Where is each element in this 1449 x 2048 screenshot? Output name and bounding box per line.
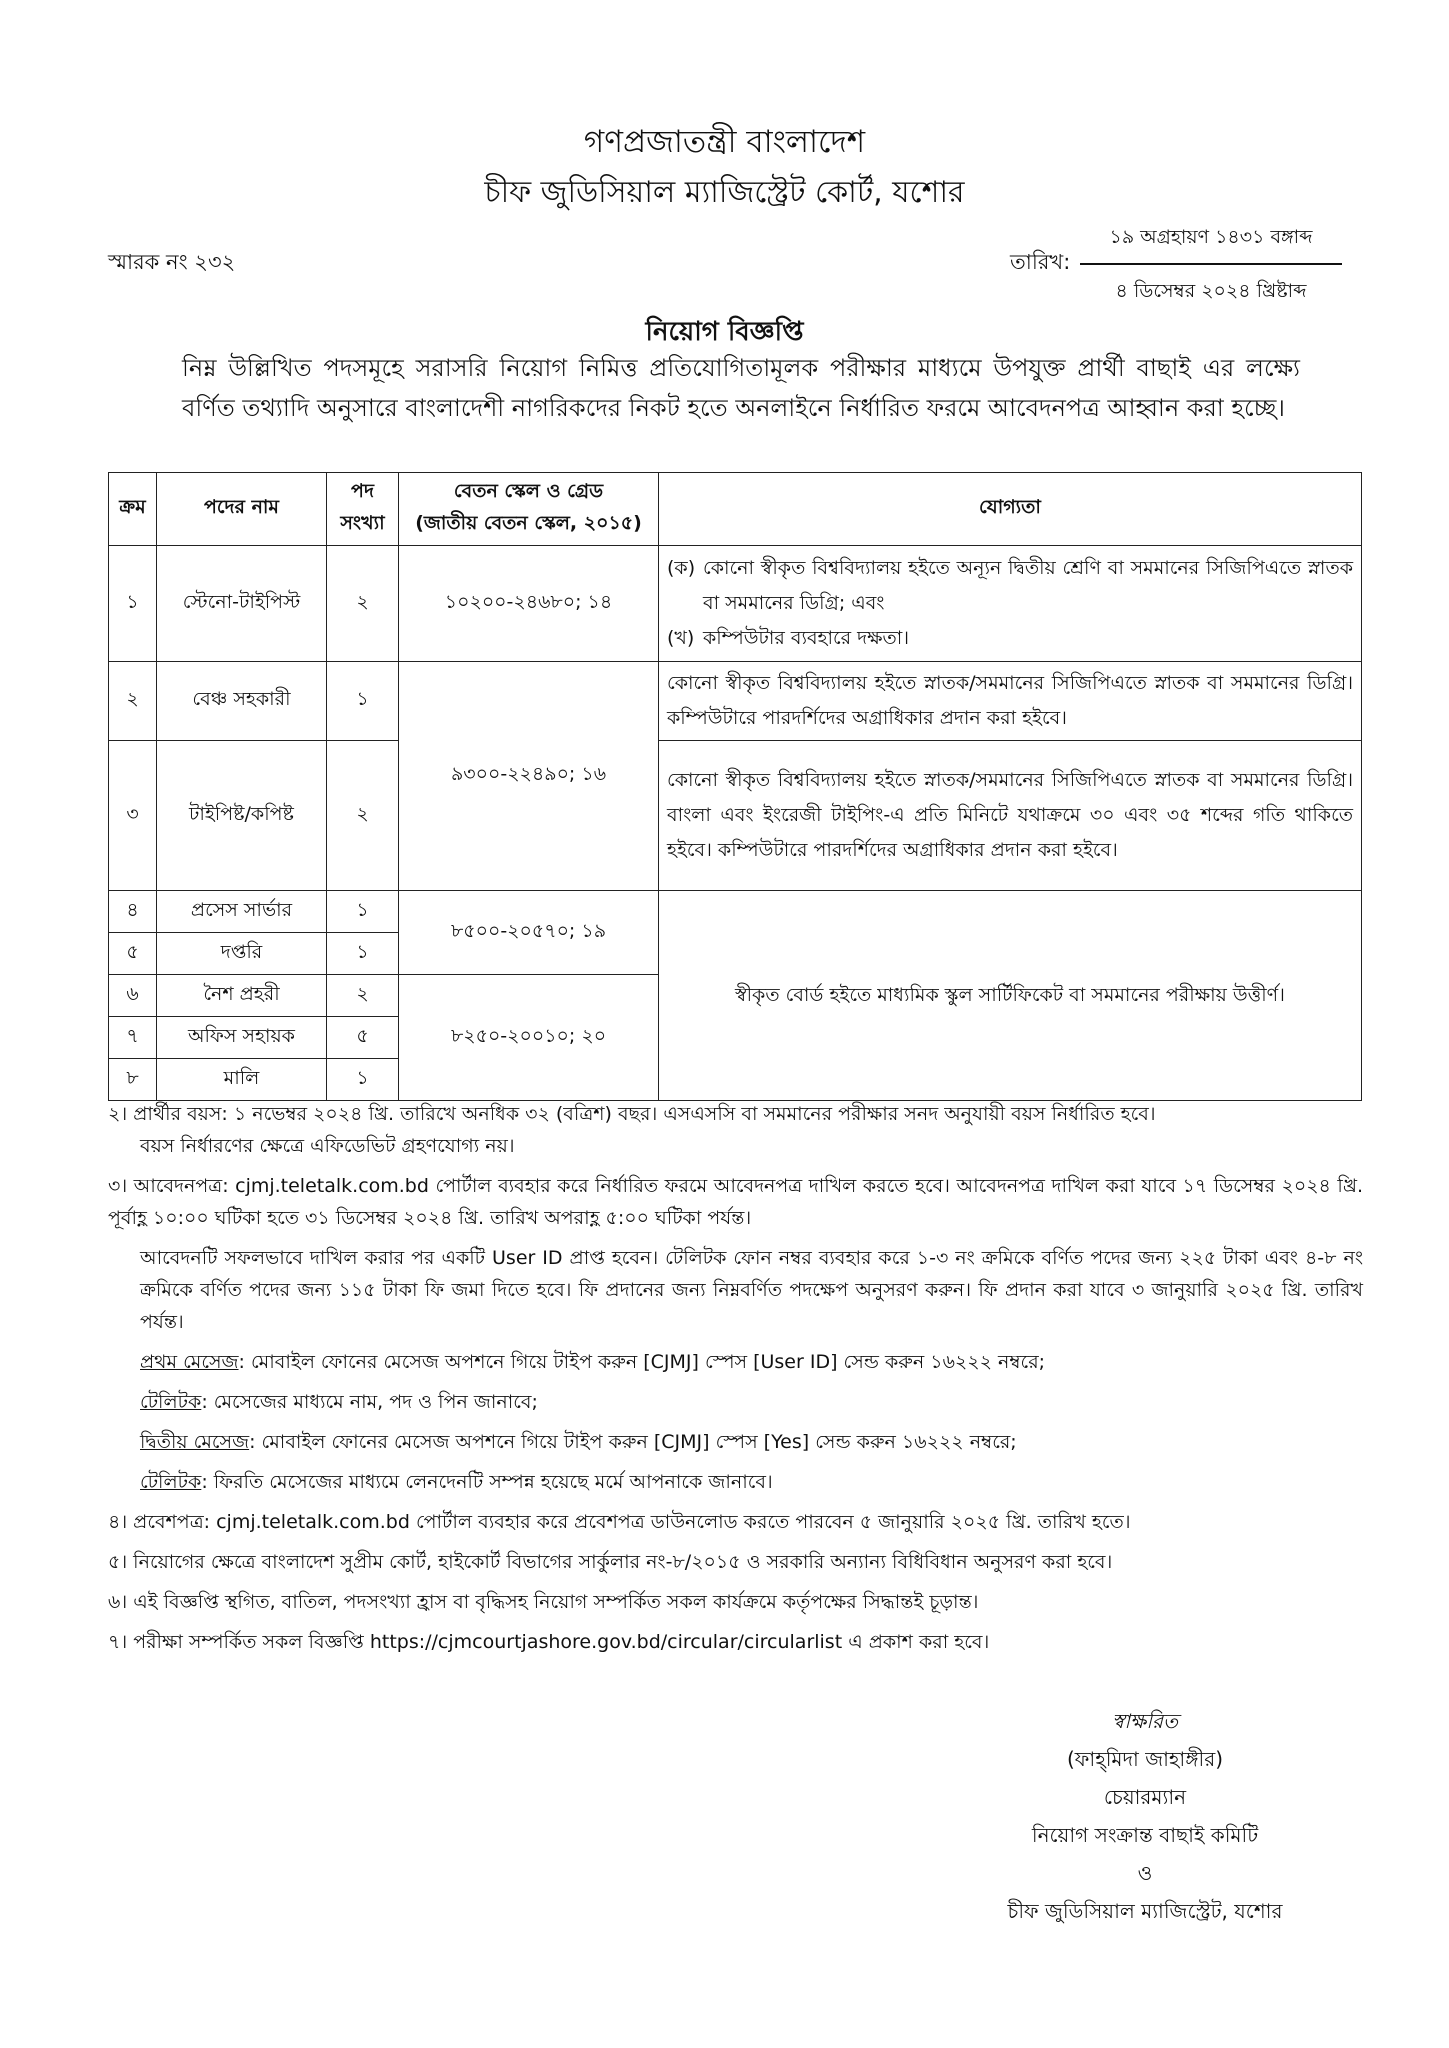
cell-count: ২ [327, 741, 399, 891]
cell-scale: ৮২৫০-২০০১০; ২০ [399, 975, 659, 1101]
cell-qualification: স্বীকৃত বোর্ড হইতে মাধ্যমিক স্কুল সার্টিফিকেট বা সমমানের পরীক্ষায় উত্তীর্ণ। [659, 891, 1362, 1101]
header-court: চীফ জুডিসিয়াল ম্যাজিস্ট্রেট কোর্ট, যশোর [484, 175, 965, 210]
cell-serial: ৫ [109, 933, 157, 975]
cell-scale: ১০২০০-২৪৬৮০; ১৪ [399, 546, 659, 662]
cell-post: টাইপিষ্ট/কপিষ্ট [157, 741, 327, 891]
cell-post: নৈশ প্রহরী [157, 975, 327, 1017]
cell-serial: ৮ [109, 1059, 157, 1101]
point-age [108, 1098, 1363, 1162]
point-application-text: ৩। আবেদনপত্র: cjmj.teletalk.com.bd পোর্টাল ব্যবহার করে নির্ধারিত ফরমে আবেদনপত্র দাখিল করতে হবে। আবেদনপত্র দাখিল করা যাবে ১৭ ডিসেম্বর ২০২৪ খ্রি. পূর্বাহ্ণ ১০:০০ ঘটিকা হতে ৩১ ডিসেম্বর ২০২৪ খ্রি. তারিখ অপরাহ্ণ ৫:০০ ঘটিকা পর্যন্ত। [108, 1175, 1363, 1229]
date-bangla: ১৯ অগ্রহায়ণ ১৪৩১ বঙ্গাব্দ [1080, 223, 1342, 265]
header-count [327, 473, 399, 546]
header-post: পদের নাম [157, 473, 327, 546]
point-circular-link: ৭। পরীক্ষা সম্পর্কিত সকল বিজ্ঞপ্তি https://cjmcourtjashore.gov.bd/circular/circularlist এ প্রকাশ করা হবে। [108, 1631, 990, 1653]
teletalk-reply-1-label: টেলিটক [140, 1391, 202, 1413]
header-scale-line2: (জাতীয় বেতন স্কেল, ২০১৫) [415, 512, 642, 534]
qualification-item [667, 551, 1353, 621]
header-scale-line1: বেতন স্কেল ও গ্রেড [453, 480, 604, 502]
cell-post: মালি [157, 1059, 327, 1101]
date-block [1080, 223, 1342, 309]
sms-step-2 [108, 1426, 1363, 1458]
qualification-tag: (ক) [667, 557, 696, 579]
table-row [109, 546, 1362, 662]
point-age-note: বয়স নির্ধারণের ক্ষেত্রে এফিডেভিট গ্রহণযোগ্য নয়। [140, 1135, 515, 1157]
point-authority: ৬। এই বিজ্ঞপ্তি স্থগিত, বাতিল, পদসংখ্যা হ্রাস বা বৃদ্ধিসহ নিয়োগ সম্পর্কিত সকল কার্যক্রমে কর্তৃপক্ষের সিদ্ধান্তই চূড়ান্ত। [108, 1591, 979, 1613]
point-rules: ৫। নিয়োগের ক্ষেত্রে বাংলাদেশ সুপ্রীম কোর্ট, হাইকোর্ট বিভাগের সার্কুলার নং-৮/২০১৫ ও সরকারি অন্যান্য বিধিবিধান অনুসরণ করা হবে। [108, 1551, 1113, 1573]
notice-title: নিয়োগ বিজ্ঞপ্তি [645, 317, 804, 347]
signatory-title-magistrate: চীফ জুডিসিয়াল ম্যাজিস্ট্রেট, যশোর [1007, 1899, 1283, 1923]
cell-qualification [659, 546, 1362, 662]
cell-scale: ৮৫০০-২০৫৭০; ১৯ [399, 891, 659, 975]
cell-qualification: কোনো স্বীকৃত বিশ্ববিদ্যালয় হইতে স্নাতক/সমমানের সিজিপিএতে স্নাতক বা সমমানের ডিগ্রি। কম্পিউটারে পারদর্শিদের অগ্রাধিকার প্রদান করা হইবে। [659, 662, 1362, 741]
cell-post: স্টেনো-টাইপিস্ট [157, 546, 327, 662]
header-scale [399, 473, 659, 546]
point-admit-card: ৪। প্রবেশপত্র: cjmj.teletalk.com.bd পোর্টাল ব্যবহার করে প্রবেশপত্র ডাউনলোড করতে পারবেন ৫ জানুয়ারি ২০২৫ খ্রি. তারিখ হতে। [108, 1511, 1131, 1533]
teletalk-reply-1-text: : মেসেজের মাধ্যমে নাম, পদ ও পিন জানাবে; [201, 1391, 538, 1413]
signed-mark: স্বাক্ষরিত [1112, 1709, 1178, 1733]
qualification-text: কম্পিউটার ব্যবহারে দক্ষতা। [703, 627, 910, 649]
cell-serial: ৬ [109, 975, 157, 1017]
teletalk-reply-1 [108, 1386, 1363, 1418]
sms-step-2-label: দ্বিতীয় মেসেজ [140, 1431, 250, 1453]
cell-count: ১ [327, 1059, 399, 1101]
point-fee-info: আবেদনটি সফলভাবে দাখিল করার পর একটি User ID প্রাপ্ত হবেন। টেলিটক ফোন নম্বর ব্যবহার করে ১-৩ নং ক্রমিকে বর্ণিত পদের জন্য ২২৫ টাকা এবং ৪-৮ নং ক্রমিকে বর্ণিত পদের জন্য ১১৫ টাকা ফি জমা দিতে হবে। ফি প্রদানের জন্য নিম্নবর্ণিত পদক্ষেপ অনুসরণ করুন। ফি প্রদান করা যাবে ৩ জানুয়ারি ২০২৫ খ্রি. তারিখ পর্যন্ত। [140, 1247, 1363, 1333]
posts-table [108, 472, 1362, 1101]
qualification-text: কোনো স্বীকৃত বিশ্ববিদ্যালয় হইতে অন্যূন দ্বিতীয় শ্রেণি বা সমমানের সিজিপিএতে স্নাতক বা সমমানের ডিগ্রি; এবং [703, 557, 1353, 614]
date-label: তারিখ: [1010, 250, 1071, 274]
point-age-text: ২। প্রার্থীর বয়স: ১ নভেম্বর ২০২৪ খ্রি. তারিখে অনধিক ৩২ (বত্রিশ) বছর। এসএসসি বা সমমানের পরীক্ষার সনদ অনুযায়ী বয়স নির্ধারিত হবে। [108, 1103, 1156, 1125]
qualification-item [667, 621, 1353, 656]
cell-serial: ৪ [109, 891, 157, 933]
cell-scale: ৯৩০০-২২৪৯০; ১৬ [399, 662, 659, 891]
table-row [109, 891, 1362, 933]
qualification-tag: (খ) [667, 627, 695, 649]
sms-step-2-text: : মোবাইল ফোনের মেসেজ অপশনে গিয়ে টাইপ করুন [CJMJ] স্পেস [Yes] সেন্ড করুন ১৬২২২ নম্বরে; [249, 1431, 1017, 1453]
signatory-title-chairman: চেয়ারম্যান [1103, 1785, 1187, 1809]
cell-qualification: কোনো স্বীকৃত বিশ্ববিদ্যালয় হইতে স্নাতক/সমমানের সিজিপিএতে স্নাতক বা সমমানের ডিগ্রি। বাংলা এবং ইংরেজী টাইপিং-এ প্রতি মিনিটে যথাক্রমে ৩০ এবং ৩৫ শব্দের গতি থাকিতে হইবে। কম্পিউটারে পারদর্শিদের অগ্রাধিকার প্রদান করা হইবে। [659, 741, 1362, 891]
table-row [109, 741, 1362, 891]
cell-serial: ২ [109, 662, 157, 741]
cell-post: দপ্তরি [157, 933, 327, 975]
memo-number: স্মারক নং ২৩২ [108, 250, 236, 274]
signatory-title-committee: নিয়োগ সংক্রান্ত বাছাই কমিটি [1031, 1823, 1259, 1847]
cell-post: অফিস সহায়ক [157, 1017, 327, 1059]
signature-block [925, 1702, 1365, 1930]
cell-count: ২ [327, 546, 399, 662]
header-count-line2: সংখ্যা [340, 512, 385, 534]
header-count-line1: পদ [351, 480, 374, 502]
cell-count: ৫ [327, 1017, 399, 1059]
table-row [109, 662, 1362, 741]
signatory-and: ও [1137, 1861, 1153, 1885]
cell-count: ১ [327, 891, 399, 933]
date-gregorian: ৪ ডিসেম্বর ২০২৪ খ্রিষ্টাব্দ [1115, 280, 1307, 302]
cell-serial: ৭ [109, 1017, 157, 1059]
cell-post: বেঞ্চ সহকারী [157, 662, 327, 741]
intro-paragraph: নিম্ন উল্লিখিত পদসমূহে সরাসরি নিয়োগ নিমিত্ত প্রতিযোগিতামূলক পরীক্ষার মাধ্যমে উপযুক্ত প্রার্থী বাছাই এর লক্ষ্যে বর্ণিত তথ্যাদি অনুসারে বাংলাদেশী নাগরিকদের নিকট হতে অনলাইনে নির্ধারিত ফরমে আবেদনপত্র আহ্বান করা হচ্ছে। [182, 354, 1300, 422]
header-serial: ক্রম [109, 473, 157, 546]
teletalk-reply-2-label: টেলিটক [140, 1471, 202, 1493]
notice-points [108, 1098, 1363, 1666]
signatory-name: (ফাহ্‌মিদা জাহাঙ্গীর) [1066, 1747, 1223, 1771]
cell-serial: ৩ [109, 741, 157, 891]
cell-post: প্রসেস সার্ভার [157, 891, 327, 933]
point-application [108, 1170, 1363, 1234]
cell-count: ১ [327, 933, 399, 975]
teletalk-reply-2 [108, 1466, 1363, 1498]
cell-count: ১ [327, 662, 399, 741]
teletalk-reply-2-text: : ফিরতি মেসেজের মাধ্যমে লেনদেনটি সম্পন্ন হয়েছে মর্মে আপনাকে জানাবে। [201, 1471, 773, 1493]
header-country: গণপ্রজাতন্ত্রী বাংলাদেশ [583, 124, 866, 160]
sms-step-1-text: : মোবাইল ফোনের মেসেজ অপশনে গিয়ে টাইপ করুন [CJMJ] স্পেস [User ID] সেন্ড করুন ১৬২২২ নম্বরে; [238, 1351, 1046, 1373]
sms-step-1 [108, 1346, 1363, 1378]
table-header-row [109, 473, 1362, 546]
cell-serial: ১ [109, 546, 157, 662]
cell-count: ২ [327, 975, 399, 1017]
sms-step-1-label: প্রথম মেসেজ [140, 1351, 239, 1373]
header-qualification: যোগ্যতা [659, 473, 1362, 546]
